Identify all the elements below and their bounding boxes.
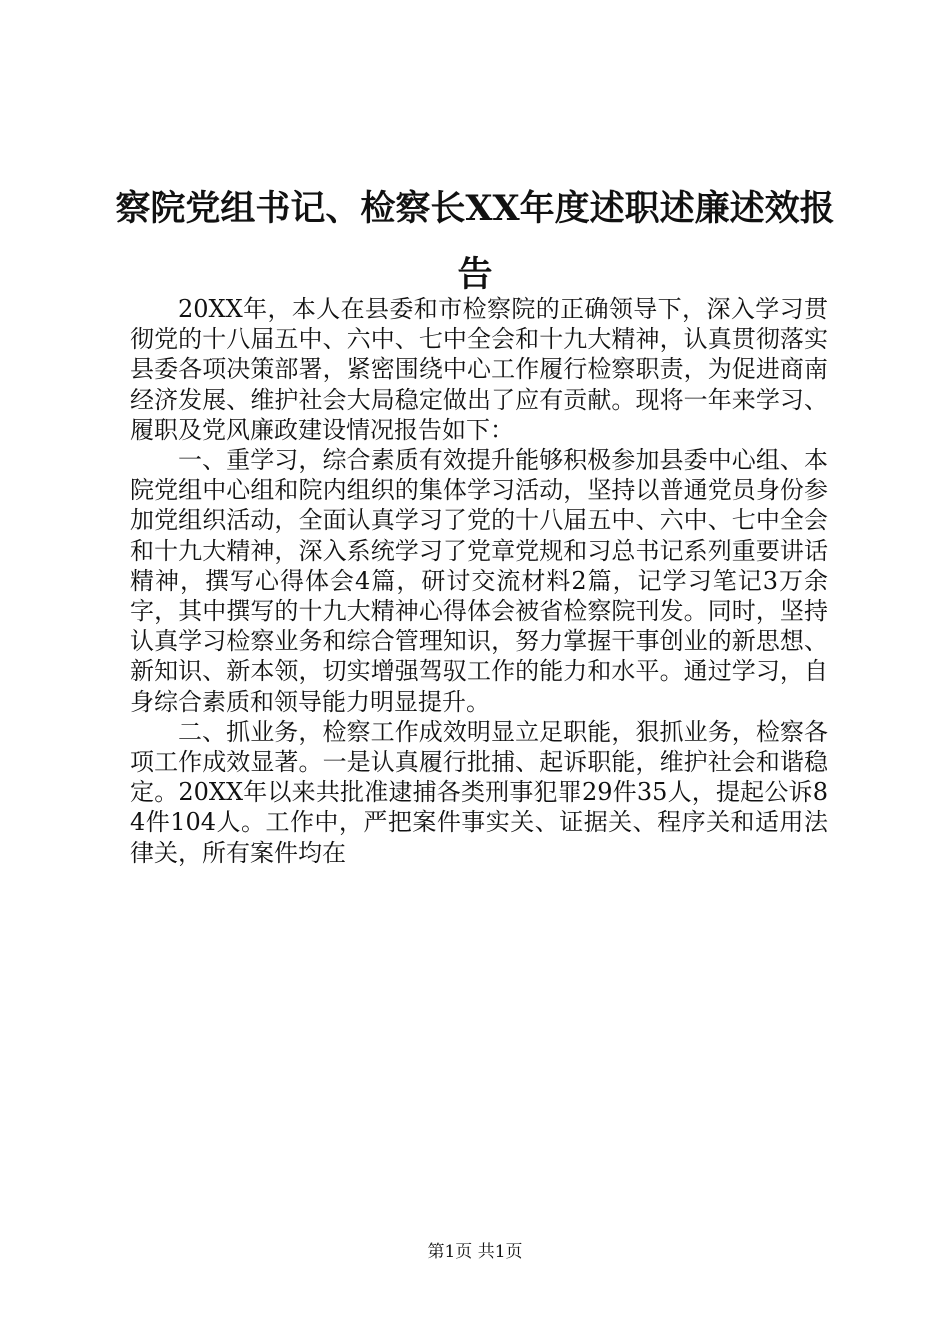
paragraph-study: 一、重学习，综合素质有效提升能够积极参加县委中心组、本院党组中心组和院内组织的集体学习活动，坚持以普通党员身份参加党组织活动，全面认真学习了党的十八届五中、六中、七中全会和十九大精神，深入系统学习了党章党规和习总书记系列重要讲话精神，撰写心得体会4篇，研讨交流材料2篇，记学习笔记3万余字，其中撰写的十九大精神心得体会被省检察院刊发。同时，坚持认真学习检察业务和综合管理知识，努力掌握干事创业的新思想、新知识、新本领，切实增强驾驭工作的能力和水平。通过学习，自身综合素质和领导能力明显提升。 [130,446,828,716]
page-number-footer: 第1页 共1页 [427,1242,523,1262]
paragraph-intro: 20XX年，本人在县委和市检察院的正确领导下，深入学习贯彻党的十八届五中、六中、七中全会和十九大精神，认真贯彻落实县委各项决策部署，紧密围绕中心工作履行检察职责，为促进商南经济发展、维护社会大局稳定做出了应有贡献。现将一年来学习、履职及党风廉政建设情况报告如下： [130,295,828,444]
document-body [130,294,828,868]
document-title: 察院党组书记、检察长XX年度述职述廉述效报告 [115,188,835,295]
paragraph-business: 二、抓业务，检察工作成效明显立足职能，狠抓业务，检察各项工作成效显著。一是认真履行批捕、起诉职能，维护社会和谐稳定。20XX年以来共批准逮捕各类刑事犯罪29件35人，提起公诉84件104人。工作中，严把案件事实关、证据关、程序关和适用法律关，所有案件均在 [130,717,828,867]
